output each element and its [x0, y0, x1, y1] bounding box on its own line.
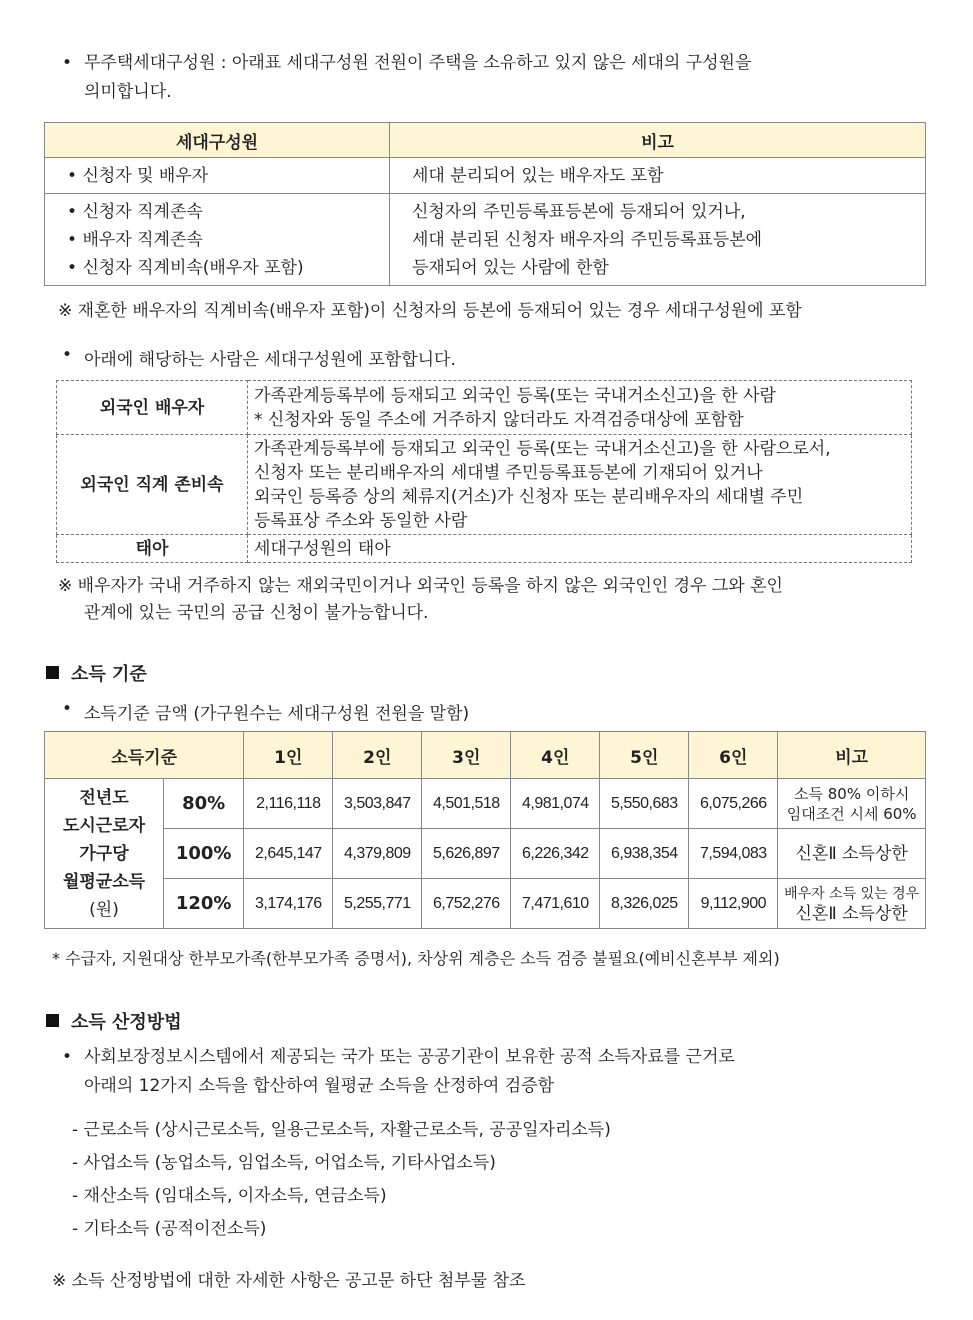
table-row	[57, 381, 912, 435]
list-item: - 기타소득 (공적이전소득)	[72, 1219, 267, 1239]
note-cell: 신청자의 주민등록표등본에 등재되어 있거나, 세대 분리된 신청자 배우자의 주민등록표등본에 등재되어 있는 사람에 한함	[390, 194, 926, 286]
bullet-no-house-member	[84, 49, 751, 107]
income-types-list	[72, 1114, 611, 1246]
value-cell: 4,981,074	[511, 779, 600, 829]
col-header: 2인	[333, 732, 422, 779]
household-member-table	[44, 122, 926, 286]
calc-remark: ※ 소득 산정방법에 대한 자세한 사항은 공고문 하단 첨부물 참조	[52, 1271, 526, 1291]
value-cell: 5,255,771	[333, 879, 422, 929]
included-persons-table	[56, 380, 912, 563]
note-cell: 배우자 소득 있는 경우 신혼Ⅱ 소득상한	[778, 879, 926, 929]
col-header: 5인	[600, 732, 689, 779]
remark-foreign-spouse: ※ 배우자가 국내 거주하지 않는 재외국민이거나 외국인 등록을 하지 않은 외국인인 경우 그와 혼인 관계에 있는 국민의 공급 신청이 불가능합니다.	[58, 576, 783, 623]
bullet-line: • 무주택세대구성원 : 아래표 세대구성원 전원이 주택을 소유하고 있지 않은 세대의 구성원을	[84, 53, 752, 73]
value-cell: 6,938,354	[600, 829, 689, 879]
percent-cell: 120%	[164, 879, 244, 929]
col-header: 1인	[244, 732, 333, 779]
row-label: 외국인 직계 존비속	[57, 435, 248, 535]
value-cell: 3,174,176	[244, 879, 333, 929]
member-cell	[45, 194, 390, 286]
col-header-income: 소득기준	[45, 732, 244, 779]
income-footnote: * 수급자, 지원대상 한부모가족(한부모가족 증명서), 차상위 계층은 소득 검증 불필요(예비신혼부부 제외)	[52, 949, 780, 968]
row-label: 태아	[57, 535, 248, 563]
list-item: • 신청자 직계존속	[67, 201, 203, 222]
list-item: • 신청자 및 배우자	[67, 165, 209, 186]
value-cell: 9,112,900	[689, 879, 778, 929]
bullet-included-persons: • 아래에 해당하는 사람은 세대구성원에 포함합니다.	[84, 345, 456, 370]
square-bullet-icon	[46, 1014, 59, 1027]
list-item: - 재산소득 (임대소득, 이자소득, 연금소득)	[72, 1186, 387, 1206]
bullet-line: 의미합니다.	[84, 82, 172, 102]
col-header: 4인	[511, 732, 600, 779]
member-cell	[45, 158, 390, 194]
value-cell: 7,594,083	[689, 829, 778, 879]
table-header-row	[45, 732, 926, 779]
value-cell: 2,645,147	[244, 829, 333, 879]
col-header: 6인	[689, 732, 778, 779]
row-desc: 가족관계등록부에 등재되고 외국인 등록(또는 국내거소신고)을 한 사람으로서, 신청자 또는 분리배우자의 세대별 주민등록표등본에 기재되어 있거나 외국인 등록증 상의 체류지(거소)가 신청자 또는 분리배우자의 세대별 주민 등록표상 주소와 동일한 사람	[248, 435, 912, 535]
table-row	[57, 435, 912, 535]
row-header-income: 전년도 도시근로자 가구당 월평균소득 (원)	[45, 779, 164, 929]
note-cell: 세대 분리되어 있는 배우자도 포함	[390, 158, 926, 194]
percent-cell: 80%	[164, 779, 244, 829]
value-cell: 3,503,847	[333, 779, 422, 829]
list-item: - 사업소득 (농업소득, 임업소득, 어업소득, 기타사업소득)	[72, 1153, 496, 1173]
value-cell: 6,226,342	[511, 829, 600, 879]
table-row	[45, 829, 926, 879]
col-header-member: 세대구성원	[45, 123, 390, 158]
table-row	[45, 194, 926, 286]
value-cell: 4,379,809	[333, 829, 422, 879]
col-header-note: 비고	[778, 732, 926, 779]
table-row	[57, 535, 912, 563]
percent-cell: 100%	[164, 829, 244, 879]
value-cell: 2,116,118	[244, 779, 333, 829]
row-desc: 가족관계등록부에 등재되고 외국인 등록(또는 국내거소신고)을 한 사람 * 신청자와 동일 주소에 거주하지 않더라도 자격검증대상에 포함함	[248, 381, 912, 435]
value-cell: 6,075,266	[689, 779, 778, 829]
value-cell: 4,501,518	[422, 779, 511, 829]
list-item: • 배우자 직계존속	[67, 229, 203, 250]
note-cell: 소득 80% 이하시 임대조건 시세 60%	[778, 779, 926, 829]
value-cell: 6,752,276	[422, 879, 511, 929]
value-cell: 5,626,897	[422, 829, 511, 879]
calc-bullet: • 사회보장정보시스템에서 제공되는 국가 또는 공공기관이 보유한 공적 소득자료를 근거로 아래의 12가지 소득을 합산하여 월평균 소득을 산정하여 검증함	[84, 1043, 735, 1101]
table-row	[45, 779, 926, 829]
value-cell: 8,326,025	[600, 879, 689, 929]
income-heading: 소득 기준	[46, 660, 147, 686]
row-desc: 세대구성원의 태아	[248, 535, 912, 563]
income-table	[44, 731, 926, 929]
value-cell: 5,550,683	[600, 779, 689, 829]
table-row	[45, 879, 926, 929]
note-cell: 신혼Ⅱ 소득상한	[778, 829, 926, 879]
col-header: 3인	[422, 732, 511, 779]
remark-remarriage: ※ 재혼한 배우자의 직계비속(배우자 포함)이 신청자의 등본에 등재되어 있는 경우 세대구성원에 포함	[58, 301, 802, 321]
col-header-note: 비고	[390, 123, 926, 158]
value-cell: 7,471,610	[511, 879, 600, 929]
square-bullet-icon	[46, 666, 59, 679]
list-item: • 신청자 직계비속(배우자 포함)	[67, 257, 304, 278]
table-row	[45, 158, 926, 194]
calc-heading: 소득 산정방법	[46, 1008, 182, 1034]
list-item: - 근로소득 (상시근로소득, 일용근로소득, 자활근로소득, 공공일자리소득)	[72, 1120, 611, 1140]
income-bullet: • 소득기준 금액 (가구원수는 세대구성원 전원을 말함)	[84, 699, 469, 724]
row-label: 외국인 배우자	[57, 381, 248, 435]
